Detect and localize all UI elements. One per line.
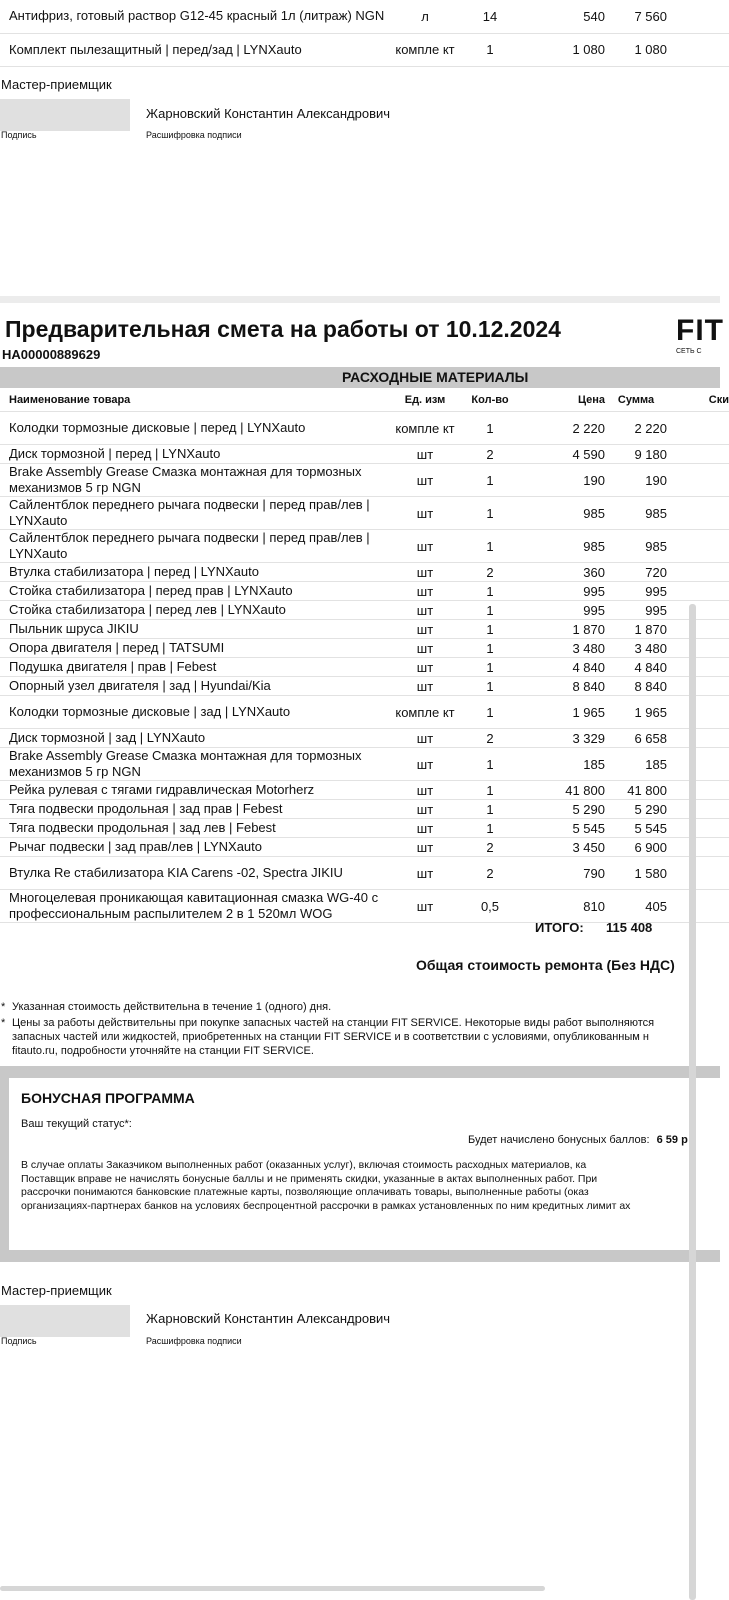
item-price: 4 590 [525, 445, 605, 464]
bonus-text-line: рассрочки понимаются банковские платежные карты, позволяющие оплачивать товары, выполненные работы (оказ [21, 1186, 589, 1198]
item-unit: шт [395, 464, 455, 497]
item-name: Опора двигателя | перед | TATSUMI [0, 639, 395, 658]
item-name: Многоцелевая проникающая кавитационная смазка WG-40 с профессиональным распылителем 2 в 1 520мл WOG [0, 890, 395, 923]
item-unit: шт [395, 582, 455, 601]
item-name: Втулка Re стабилизатора KIA Carens -02, Spectra JIKIU [0, 857, 395, 890]
table-row [0, 530, 729, 563]
note-prices [12, 1016, 654, 1058]
bonus-text-line: Поставщик вправе не начислять бонусные баллы и не применять скидки, указанные в актах выполненных работ. При [21, 1172, 598, 1185]
bonus-accrual-value: 6 59 [656, 1134, 679, 1146]
note-star: * [1, 1017, 6, 1029]
item-unit: шт [395, 819, 455, 838]
item-name: Тяга подвески продольная | зад лев | Febest [0, 819, 395, 838]
table-row [0, 729, 729, 748]
item-unit: шт [395, 530, 455, 563]
table-row [0, 620, 729, 639]
estimate-number: HA00000889629 [2, 347, 101, 362]
item-name: Колодки тормозные дисковые | зад | LYNXauto [0, 696, 395, 729]
item-sum: 185 [605, 748, 667, 781]
master-label: Мастер-приемщик [1, 77, 112, 92]
item-qty: 1 [455, 33, 525, 66]
table-row [0, 601, 729, 620]
item-unit: л [395, 0, 455, 33]
item-price: 41 800 [525, 781, 605, 800]
item-unit: шт [395, 800, 455, 819]
item-sum: 1 580 [605, 857, 667, 890]
bonus-accrual-label: Будет начислено бонусных баллов: [468, 1134, 650, 1146]
item-qty: 1 [455, 658, 525, 677]
item-sum: 995 [605, 601, 667, 620]
note-prices-line: запасных частей или жидкостей, приобретенных на станции FIT SERVICE и в соответствии с условиями, опубликованным н [12, 1031, 649, 1043]
table-row [0, 838, 729, 857]
total-value: 115 408 [606, 920, 653, 935]
item-unit: шт [395, 890, 455, 923]
item-sum: 6 658 [605, 729, 667, 748]
item-qty: 1 [455, 819, 525, 838]
item-price: 185 [525, 748, 605, 781]
master-name: Жарновский Константин Александрович [146, 106, 391, 121]
item-qty: 2 [455, 563, 525, 582]
table-row [0, 890, 729, 923]
item-unit: шт [395, 445, 455, 464]
item-name: Пыльник шруса JIKIU [0, 620, 395, 639]
item-name: Brake Assembly Grease Смазка монтажная для тормозных механизмов 5 гр NGN [0, 748, 395, 781]
item-unit: шт [395, 729, 455, 748]
item-qty: 1 [455, 748, 525, 781]
brand-logo: FIT [676, 314, 724, 347]
section-header [0, 367, 720, 388]
item-qty: 1 [455, 412, 525, 445]
items-body [0, 412, 729, 923]
item-name: Стойка стабилизатора | перед прав | LYNXauto [0, 582, 395, 601]
item-price: 190 [525, 464, 605, 497]
item-name: Колодки тормозные дисковые | перед | LYNXauto [0, 412, 395, 445]
table-row [0, 33, 729, 66]
note-star: * [1, 1001, 6, 1013]
note-prices-line: Цены за работы действительны при покупке запасных частей на станции FIT SERVICE. Некоторые виды работ выполняются [12, 1017, 655, 1029]
item-name: Стойка стабилизатора | перед лев | LYNXauto [0, 601, 395, 620]
item-price: 995 [525, 582, 605, 601]
item-name: Комплект пылезащитный | перед/зад | LYNXauto [0, 33, 395, 66]
section-title: РАСХОДНЫЕ МАТЕРИАЛЫ [342, 369, 529, 385]
table-row [0, 412, 729, 445]
item-name: Рычаг подвески | зад прав/лев | LYNXauto [0, 838, 395, 857]
item-qty: 1 [455, 530, 525, 563]
item-unit: компле кт [395, 33, 455, 66]
item-unit: шт [395, 563, 455, 582]
table-row [0, 819, 729, 838]
estimate-title: Предварительная смета на работы от 10.12.2024 [5, 316, 561, 342]
item-sum: 5 290 [605, 800, 667, 819]
item-price: 1 965 [525, 696, 605, 729]
signature-box [0, 1305, 130, 1337]
bonus-text [21, 1159, 721, 1213]
item-unit: шт [395, 497, 455, 530]
item-qty: 2 [455, 857, 525, 890]
item-price: 995 [525, 601, 605, 620]
table-row [0, 658, 729, 677]
item-name: Диск тормозной | зад | LYNXauto [0, 729, 395, 748]
item-unit: шт [395, 601, 455, 620]
signature-label: Подпись [1, 1336, 37, 1346]
item-name: Рейка рулевая с тягами гидравлическая Motorherz [0, 781, 395, 800]
decode-label: Расшифровка подписи [146, 130, 242, 140]
table-row [0, 582, 729, 601]
item-qty: 1 [455, 582, 525, 601]
note-validity: Указанная стоимость действительна в течение 1 (одного) дня. [12, 1001, 332, 1013]
item-price: 540 [525, 0, 605, 33]
item-sum: 7 560 [605, 0, 667, 33]
bonus-text-line: организациях-партнерах банков на условиях беспроцентной рассрочки в рамках установленных по ним кредитных лимит ах [21, 1199, 631, 1212]
item-name: Втулка стабилизатора | перед | LYNXauto [0, 563, 395, 582]
master-label: Мастер-приемщик [1, 1283, 112, 1298]
item-unit: шт [395, 748, 455, 781]
item-price: 2 220 [525, 412, 605, 445]
signature-box [0, 99, 130, 131]
item-unit: компле кт [395, 412, 455, 445]
table-header-row [0, 389, 729, 412]
top-items-table [0, 0, 729, 67]
item-price: 8 840 [525, 677, 605, 696]
item-qty: 1 [455, 800, 525, 819]
item-qty: 2 [455, 445, 525, 464]
item-sum: 985 [605, 497, 667, 530]
item-price: 5 545 [525, 819, 605, 838]
total-label: ИТОГО: [535, 920, 584, 935]
bonus-text-line: В случае оплаты Заказчиком выполненных работ (оказанных услуг), включая стоимость расходных материалов, ка [21, 1159, 587, 1171]
item-name: Подушка двигателя | прав | Febest [0, 658, 395, 677]
vertical-scrollbar[interactable] [689, 604, 696, 1600]
item-sum: 4 840 [605, 658, 667, 677]
table-row [0, 464, 729, 497]
item-qty: 1 [455, 601, 525, 620]
item-price: 1 870 [525, 620, 605, 639]
decode-label: Расшифровка подписи [146, 1336, 242, 1346]
item-qty: 1 [455, 781, 525, 800]
item-sum: 1 965 [605, 696, 667, 729]
item-unit: шт [395, 620, 455, 639]
item-name: Сайлентблок переднего рычага подвески | перед прав/лев | LYNXauto [0, 497, 395, 530]
item-price: 360 [525, 563, 605, 582]
item-name: Антифриз, готовый раствор G12-45 красный 1л (литраж) NGN [0, 0, 395, 33]
item-sum: 6 900 [605, 838, 667, 857]
item-price: 1 080 [525, 33, 605, 66]
col-price: Цена [525, 389, 605, 412]
item-sum: 405 [605, 890, 667, 923]
table-row [0, 639, 729, 658]
item-qty: 2 [455, 838, 525, 857]
item-unit: шт [395, 658, 455, 677]
item-name: Brake Assembly Grease Смазка монтажная для тормозных механизмов 5 гр NGN [0, 464, 395, 497]
item-sum: 190 [605, 464, 667, 497]
item-sum: 2 220 [605, 412, 667, 445]
item-sum: 985 [605, 530, 667, 563]
bonus-title: БОНУСНАЯ ПРОГРАММА [21, 1090, 195, 1106]
item-sum: 8 840 [605, 677, 667, 696]
table-row [0, 445, 729, 464]
item-sum: 5 545 [605, 819, 667, 838]
bonus-frame [0, 1066, 720, 1262]
item-price: 985 [525, 530, 605, 563]
item-sum: 720 [605, 563, 667, 582]
item-qty: 1 [455, 639, 525, 658]
item-price: 3 480 [525, 639, 605, 658]
table-row [0, 781, 729, 800]
item-name: Диск тормозной | перед | LYNXauto [0, 445, 395, 464]
item-unit: шт [395, 857, 455, 890]
table-row [0, 497, 729, 530]
col-discount: Ски [667, 389, 729, 412]
item-price: 790 [525, 857, 605, 890]
item-sum: 41 800 [605, 781, 667, 800]
item-qty: 2 [455, 729, 525, 748]
master-name: Жарновский Константин Александрович [146, 1311, 391, 1326]
horizontal-scrollbar[interactable] [0, 1586, 545, 1591]
item-unit: шт [395, 838, 455, 857]
item-unit: компле кт [395, 696, 455, 729]
item-qty: 1 [455, 620, 525, 639]
item-qty: 1 [455, 464, 525, 497]
brand-logo-sub: СЕТЬ С [676, 348, 702, 355]
item-price: 4 840 [525, 658, 605, 677]
bonus-panel [9, 1078, 720, 1250]
item-price: 3 450 [525, 838, 605, 857]
materials-table [0, 389, 729, 923]
item-price: 5 290 [525, 800, 605, 819]
note-prices-line: fitauto.ru, подробности уточняйте на станции FIT SERVICE. [12, 1045, 314, 1057]
item-name: Опорный узел двигателя | зад | Hyundai/Kia [0, 677, 395, 696]
col-name: Наименование товара [0, 389, 395, 412]
table-row [0, 748, 729, 781]
item-unit: шт [395, 781, 455, 800]
page-separator [0, 296, 720, 303]
col-qty: Кол-во [455, 389, 525, 412]
item-sum: 3 480 [605, 639, 667, 658]
item-name: Сайлентблок переднего рычага подвески | перед прав/лев | LYNXauto [0, 530, 395, 563]
table-row [0, 800, 729, 819]
item-qty: 14 [455, 0, 525, 33]
table-row [0, 857, 729, 890]
item-price: 3 329 [525, 729, 605, 748]
item-sum: 1 870 [605, 620, 667, 639]
table-row [0, 677, 729, 696]
bonus-status-label: Ваш текущий статус*: [21, 1118, 132, 1130]
col-unit: Ед. изм [395, 389, 455, 412]
signature-label: Подпись [1, 130, 37, 140]
item-qty: 1 [455, 677, 525, 696]
item-unit: шт [395, 639, 455, 658]
item-sum: 9 180 [605, 445, 667, 464]
table-row [0, 563, 729, 582]
item-sum: 995 [605, 582, 667, 601]
bonus-accrual-cut: р [681, 1134, 688, 1146]
item-qty: 0,5 [455, 890, 525, 923]
item-name: Тяга подвески продольная | зад прав | Febest [0, 800, 395, 819]
table-row [0, 696, 729, 729]
item-qty: 1 [455, 497, 525, 530]
item-sum: 1 080 [605, 33, 667, 66]
item-price: 810 [525, 890, 605, 923]
bonus-accrual [468, 1134, 688, 1146]
item-price: 985 [525, 497, 605, 530]
item-qty: 1 [455, 696, 525, 729]
item-unit: шт [395, 677, 455, 696]
table-row [0, 0, 729, 33]
overall-cost-label: Общая стоимость ремонта (Без НДС) [416, 957, 675, 973]
col-sum: Сумма [605, 389, 667, 412]
